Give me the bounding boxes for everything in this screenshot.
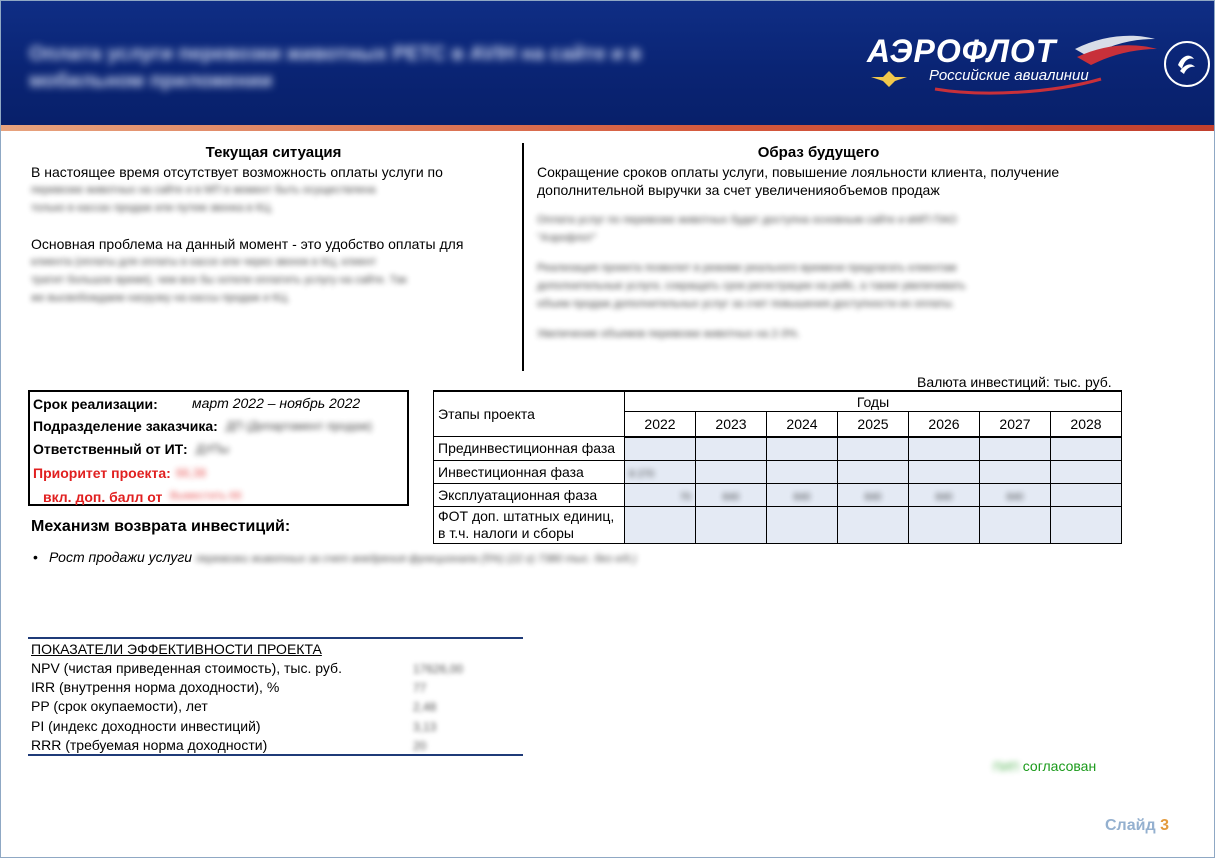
table-cell xyxy=(1051,506,1122,543)
kpi-value-pi: 3,13 xyxy=(413,720,437,734)
kpi-value-irr: 77 xyxy=(413,681,427,695)
term-value: март 2022 – ноябрь 2022 xyxy=(192,395,361,411)
table-cell xyxy=(909,506,980,543)
header-banner xyxy=(1,1,1214,125)
table-cell: 840 xyxy=(909,483,980,506)
dept-label: Подразделение заказчика: xyxy=(33,418,218,434)
future-text: Сокращение сроков оплаты услуги, повышение лояльности клиента, получение дополнительной выручки за счет увеличенияобъемов продаж Оплата услуг по перевозке животных будет доступна основным сайте и вМП ПАО "Аэрофлот" Реализация проекта позволит в режиме реального времени предлагать клиентам дополнительные услуги, сокращать срок регистрации на рейс, а также увеличивать объем продаж дополнительных услуг за счет повышения доступности их оплаты. Увеличение объемов перевозки животных на 2-3%. xyxy=(537,164,1060,340)
year-2025: 2025 xyxy=(838,412,909,437)
bonus-label: вкл. доп. балл от xyxy=(43,489,163,505)
kpi-label-pi: PI (индекс доходности инвестиций) xyxy=(31,718,261,734)
priority-value: 66,38 xyxy=(176,466,207,480)
table-cell: 8 270 xyxy=(625,460,696,483)
table-cell xyxy=(838,437,909,461)
row-label: Эксплуатационная фаза xyxy=(434,483,625,506)
stages-table xyxy=(433,390,1122,544)
table-cell xyxy=(980,460,1051,483)
header-stripe xyxy=(1,125,1214,131)
table-cell xyxy=(838,506,909,543)
row-label: Инвестиционная фаза xyxy=(434,460,625,483)
slide-title: Оплата услуги перевозки животных PETC в AVIH на сайте и в мобильном приложении xyxy=(29,43,642,92)
table-cell xyxy=(767,460,838,483)
mechanism-bullet: • Рост продажи услуги перевозки животных за счет внедрения функционала (5%) (22 г) 7380 тыс. без н/д.) xyxy=(33,549,637,565)
current-heading: Текущая ситуация xyxy=(205,144,342,161)
kpi-value-rrr: 20 xyxy=(413,739,427,753)
dept-value: ДП (Департамент продаж) xyxy=(226,419,373,433)
table-cell xyxy=(767,506,838,543)
table-cell: 840 xyxy=(696,483,767,506)
priority-label: Приоритет проекта: xyxy=(33,465,171,481)
table-cell xyxy=(1051,437,1122,461)
year-2026: 2026 xyxy=(909,412,980,437)
table-cell xyxy=(625,506,696,543)
future-heading: Образ будущего xyxy=(757,144,880,161)
table-cell: 840 xyxy=(980,483,1051,506)
stages-col-header: Этапы проекта xyxy=(434,391,625,437)
bonus-value: Выместить 66 xyxy=(170,490,242,502)
currency-note: Валюта инвестиций: тыс. руб. xyxy=(917,374,1112,390)
table-cell xyxy=(980,437,1051,461)
row-label: Прединвестиционная фаза xyxy=(434,437,625,461)
table-cell xyxy=(909,460,980,483)
year-2027: 2027 xyxy=(980,412,1051,437)
row-label: ФОТ доп. штатных единиц, в т.ч. налоги и сборы xyxy=(434,506,625,543)
table-cell: 840 xyxy=(767,483,838,506)
table-cell xyxy=(838,460,909,483)
kpi-value-npv: 17626,00 xyxy=(413,662,464,676)
table-cell xyxy=(980,506,1051,543)
kpi-top-rule xyxy=(28,637,523,639)
table-cell: 840 xyxy=(838,483,909,506)
year-2028: 2028 xyxy=(1051,412,1122,437)
slide-number: Слайд 3 xyxy=(1105,817,1169,834)
resp-label: Ответственный от ИТ: xyxy=(33,441,188,457)
kpi-label-pp: PP (срок окупаемости), лет xyxy=(31,698,208,714)
logo-subtitle: Российские авиалинии xyxy=(929,67,1089,84)
approval-status: ПИП согласован xyxy=(993,758,1097,774)
logo-text: АЭРОФЛОТ xyxy=(867,33,1057,69)
column-divider xyxy=(522,143,524,371)
aeroflot-logo xyxy=(863,31,1163,101)
table-cell xyxy=(696,460,767,483)
skyteam-icon xyxy=(1164,41,1210,87)
resp-value: ДУПы xyxy=(196,442,230,456)
table-cell: 70 xyxy=(625,483,696,506)
term-label: Срок реализации: xyxy=(33,396,158,412)
current-text: В настоящее время отсутствует возможность оплаты услуги по перевозке животных на сайте и в МП в момент быть осуществлена только в кассах продаж или путем звонка в КЦ. Основная проблема на данный момент - это удобство оплаты для клиента (оплаты для оплаты в кассе или через звонок в КЦ, клиент тратит большое время), чем все бы хотели оплатить услугу на сайте. Так же высвобождаем нагрузку на кассы продаж и КЦ. xyxy=(31,164,464,304)
kpi-value-pp: 2,48 xyxy=(413,700,437,714)
kpi-bottom-rule xyxy=(28,754,523,756)
year-2023: 2023 xyxy=(696,412,767,437)
kpi-label-irr: IRR (внутрення норма доходности), % xyxy=(31,679,280,695)
table-row xyxy=(434,460,1122,483)
kpi-label-rrr: RRR (требуемая норма доходности) xyxy=(31,737,268,753)
year-2022: 2022 xyxy=(625,412,696,437)
table-cell xyxy=(1051,483,1122,506)
table-row xyxy=(434,506,1122,543)
table-cell xyxy=(696,506,767,543)
project-info-box xyxy=(28,390,409,506)
table-row xyxy=(434,437,1122,461)
table-cell xyxy=(909,437,980,461)
kpi-heading: ПОКАЗАТЕЛИ ЭФФЕКТИВНОСТИ ПРОЕКТА xyxy=(31,641,322,657)
table-row xyxy=(434,483,1122,506)
table-cell xyxy=(625,437,696,461)
table-cell xyxy=(696,437,767,461)
mechanism-heading: Механизм возврата инвестиций: xyxy=(31,518,291,535)
table-cell xyxy=(1051,460,1122,483)
kpi-label-npv: NPV (чистая приведенная стоимость), тыс. руб. xyxy=(31,660,342,676)
years-header: Годы xyxy=(625,391,1122,412)
year-2024: 2024 xyxy=(767,412,838,437)
table-cell xyxy=(767,437,838,461)
